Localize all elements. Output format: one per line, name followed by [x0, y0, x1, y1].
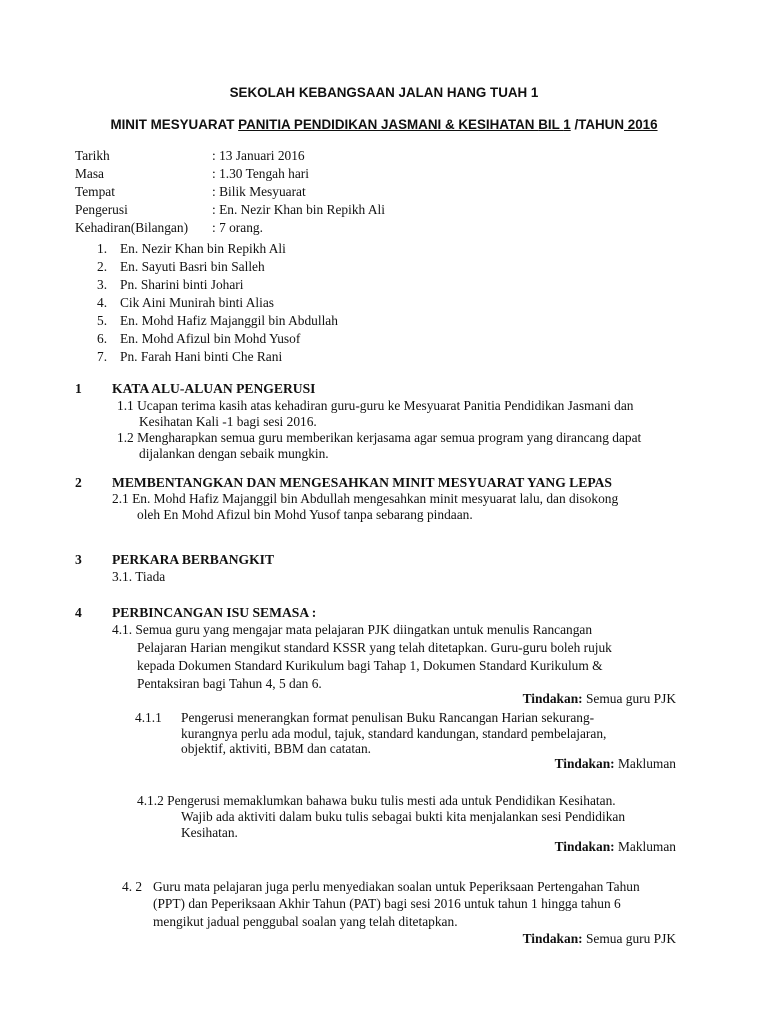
paragraph-line: Guru mata pelajaran juga perlu menyediakan soalan untuk Peperiksaan Pertengahan Tahun: [153, 879, 640, 894]
paragraph-line: Pelajaran Harian mengikut standard KSSR yang telah ditetapkan. Guru-guru boleh rujuk: [137, 640, 612, 655]
list-item: Cik Aini Munirah binti Alias: [120, 295, 274, 310]
minutes-title: [0, 116, 768, 134]
paragraph-line: 4.1. Semua guru yang mengajar mata pelajaran PJK diingatkan untuk menulis Rancangan: [112, 622, 593, 637]
action-value: Semua guru PJK: [582, 931, 676, 946]
meta-label-date: Tarikh: [75, 148, 110, 163]
section-heading: KATA ALU-ALUAN PENGERUSI: [112, 381, 316, 396]
minutes-title-panel: PANITIA PENDIDIKAN JASMANI & KESIHATAN: [238, 117, 539, 132]
action-label: Tindakan:: [554, 839, 615, 854]
paragraph-line: Kesihatan.: [181, 825, 238, 840]
paragraph-line: Pentaksiran bagi Tahun 4, 5 dan 6.: [137, 676, 322, 691]
paragraph-line: objektif, aktiviti, BBM dan catatan.: [181, 741, 372, 756]
list-item-number: 7.: [97, 349, 108, 364]
paragraph-line: 1.1 Ucapan terima kasih atas kehadiran guru-guru ke Mesyuarat Panitia Pendidikan Jasmani dan: [117, 398, 634, 413]
list-item-number: 1.: [97, 241, 108, 256]
action-label: Tindakan:: [554, 756, 615, 771]
list-item: En. Mohd Hafiz Majanggil bin Abdullah: [120, 313, 338, 328]
section-number: 1: [75, 381, 82, 396]
subitem-number: 4.1.1: [135, 710, 162, 725]
action-line: [300, 755, 676, 773]
meta-value-date: : 13 Januari 2016: [212, 148, 305, 163]
meta-value-place: : Bilik Mesyuarat: [212, 184, 306, 199]
action-line: [300, 930, 676, 948]
action-line: [300, 690, 676, 708]
list-item-number: 6.: [97, 331, 108, 346]
section-heading: PERBINCANGAN ISU SEMASA :: [112, 605, 317, 620]
meta-value-attendance: : 7 orang.: [212, 220, 263, 235]
action-label: Tindakan:: [522, 931, 583, 946]
paragraph-line: kepada Dokumen Standard Kurikulum bagi Tahap 1, Dokumen Standard Kurikulum &: [137, 658, 603, 673]
section-number: 4: [75, 605, 82, 620]
meta-label-place: Tempat: [75, 184, 115, 199]
minutes-title-prefix: MINIT MESYUARAT: [110, 117, 239, 132]
school-title: SEKOLAH KEBANGSAAN JALAN HANG TUAH 1: [229, 85, 539, 100]
action-value: Semua guru PJK: [582, 691, 676, 706]
action-label: Tindakan:: [522, 691, 583, 706]
subitem-number: 4. 2: [122, 879, 143, 894]
list-item-number: 5.: [97, 313, 108, 328]
paragraph-line: 1.2 Mengharapkan semua guru memberikan kerjasama agar semua program yang dirancang dapat: [117, 430, 642, 445]
paragraph-line: 3.1. Tiada: [112, 569, 166, 584]
paragraph-line: 2.1 En. Mohd Hafiz Majanggil bin Abdullah mengesahkan minit mesyuarat lalu, dan disokong: [112, 491, 619, 506]
paragraph-line: mengikut jadual penggubal soalan yang telah ditetapkan.: [153, 914, 458, 929]
section-number: 2: [75, 475, 82, 490]
list-item: Pn. Sharini binti Johari: [120, 277, 244, 292]
meta-label-time: Masa: [75, 166, 105, 181]
paragraph-line: Wajib ada aktiviti dalam buku tulis sebagai bukti kita menjalankan sesi Pendidikan: [181, 809, 626, 824]
action-value: Makluman: [614, 839, 676, 854]
list-item: En. Nezir Khan bin Repikh Ali: [120, 241, 286, 256]
paragraph-line: oleh En Mohd Afizul bin Mohd Yusof tanpa sebarang pindaan.: [137, 507, 473, 522]
paragraph-line: Kesihatan Kali -1 bagi sesi 2016.: [139, 414, 317, 429]
paragraph-line: 4.1.2 Pengerusi memaklumkan bahawa buku tulis mesti ada untuk Pendidikan Kesihatan.: [137, 793, 616, 808]
list-item: En. Mohd Afizul bin Mohd Yusof: [120, 331, 301, 346]
minutes-title-number: 1: [563, 117, 571, 132]
minutes-title-tahun: /TAHUN: [570, 117, 625, 132]
meta-label-chair: Pengerusi: [75, 202, 128, 217]
section-number: 3: [75, 552, 82, 567]
paragraph-line: dijalankan dengan sebaik mungkin.: [139, 446, 329, 461]
minutes-title-bil: BIL: [538, 117, 564, 132]
list-item-number: 2.: [97, 259, 108, 274]
list-item: En. Sayuti Basri bin Salleh: [120, 259, 265, 274]
meta-value-time: : 1.30 Tengah hari: [212, 166, 309, 181]
action-line: [300, 838, 676, 856]
list-item-number: 3.: [97, 277, 108, 292]
meta-label-attendance: Kehadiran(Bilangan): [75, 220, 189, 235]
paragraph-text: Pengerusi menerangkan format penulisan Buku Rancangan Harian sekurang-: [181, 710, 595, 725]
paragraph-line: (PPT) dan Peperiksaan Akhir Tahun (PAT) bagi sesi 2016 untuk tahun 1 hingga tahun 6: [153, 896, 621, 911]
section-heading: PERKARA BERBANGKIT: [112, 552, 275, 567]
action-value: Makluman: [614, 756, 676, 771]
section-heading: MEMBENTANGKAN DAN MENGESAHKAN MINIT MESYUARAT YANG LEPAS: [112, 475, 612, 490]
minutes-title-year: 2016: [624, 117, 658, 132]
list-item: Pn. Farah Hani binti Che Rani: [120, 349, 283, 364]
paragraph-text: kurangnya perlu ada modul, tajuk, standard kandungan, standard pembelajaran,: [181, 726, 607, 741]
meta-value-chair: : En. Nezir Khan bin Repikh Ali: [212, 202, 385, 217]
list-item-number: 4.: [97, 295, 108, 310]
